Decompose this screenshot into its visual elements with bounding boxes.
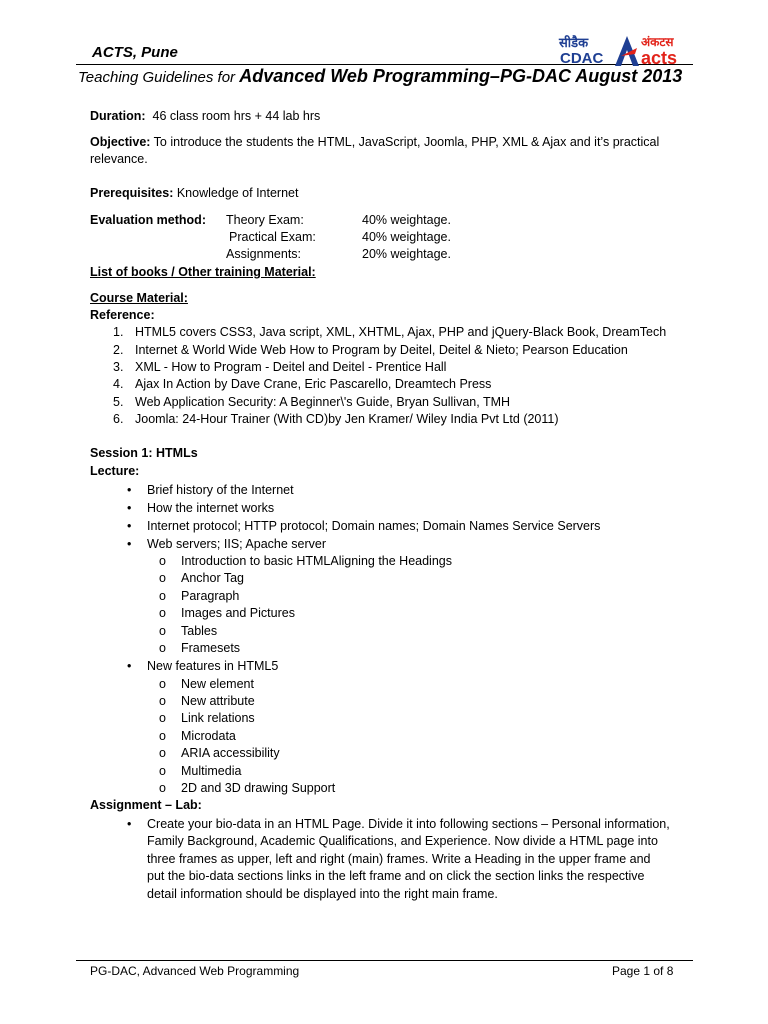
assignment-line: put the bio-data sections links in the left frame and on click the section links the respective <box>147 869 645 883</box>
prerequisites-label: Prerequisites: <box>90 186 174 200</box>
sub-bullet-item: Multimedia <box>181 764 242 778</box>
bullet-glyph: • <box>127 501 132 515</box>
sub-bullet-item: Tables <box>181 624 218 638</box>
prerequisites-value: Knowledge of Internet <box>173 186 299 200</box>
sub-bullet-glyph: o <box>159 781 166 795</box>
books-heading: List of books / Other training Material: <box>90 265 316 279</box>
title-prefix: Teaching Guidelines for <box>78 69 240 86</box>
sub-bullet-glyph: o <box>159 677 166 691</box>
assignment-line: Create your bio-data in an HTML Page. Divide it into following sections – Personal information, <box>147 817 670 831</box>
sub-bullet-glyph: o <box>159 554 166 568</box>
sub-bullet-glyph: o <box>159 694 166 708</box>
bullet-glyph: • <box>127 537 132 551</box>
sub-bullet-glyph: o <box>159 589 166 603</box>
sub-bullet-glyph: o <box>159 641 166 655</box>
logo-text-hindi-acts: अंकटस <box>641 35 674 49</box>
reference-item: Ajax In Action by Dave Crane, Eric Pascarello, Dreamtech Press <box>135 377 492 391</box>
duration-line <box>90 108 690 126</box>
sub-bullet-glyph: o <box>159 746 166 760</box>
evaluation-practical-weight: 40% weightage. <box>362 230 451 244</box>
sub-bullet-item: Anchor Tag <box>181 571 245 585</box>
sub-bullet-item: Images and Pictures <box>181 606 295 620</box>
reference-item: Internet & World Wide Web How to Program by Deitel, Deitel & Nieto; Pearson Education <box>135 343 628 357</box>
sub-bullet-item: ARIA accessibility <box>181 746 280 760</box>
header-org: ACTS, Pune <box>92 44 178 61</box>
objective-text: To introduce the students the HTML, JavaScript, Joomla, PHP, XML & Ajax and it’s practical <box>150 135 660 149</box>
lecture-bullet: How the internet works <box>147 501 275 515</box>
reference-number: 5. <box>113 395 124 409</box>
logo-text-cdac: CDAC <box>560 50 604 67</box>
evaluation-theory-weight: 40% weightage. <box>362 213 451 227</box>
evaluation-assignments-weight: 20% weightage. <box>362 247 451 261</box>
sub-bullet-glyph: o <box>159 764 166 778</box>
assignment-label: Assignment – Lab: <box>90 798 202 812</box>
sub-bullet-item: New attribute <box>181 694 255 708</box>
prerequisites-line <box>90 185 690 203</box>
reference-item: Web Application Security: A Beginner\'s Guide, Bryan Sullivan, TMH <box>135 395 511 409</box>
sub-bullet-glyph: o <box>159 711 166 725</box>
session-title: Session 1: HTMLs <box>90 446 198 460</box>
footer-rule <box>76 960 693 961</box>
reference-number: 4. <box>113 377 124 391</box>
sub-bullet-glyph: o <box>159 606 166 620</box>
evaluation-label: Evaluation method: <box>90 213 206 227</box>
cdac-acts-logo <box>557 30 692 68</box>
sub-bullet-item: Introduction to basic HTMLAligning the Headings <box>181 554 452 568</box>
evaluation-assignments-name: Assignments: <box>226 247 302 261</box>
objective-line-1 <box>90 134 690 152</box>
assignment-line: three frames as upper, left and right (main) frames. Write a Heading in the upper frame and <box>147 852 651 866</box>
sub-bullet-glyph: o <box>159 624 166 638</box>
reference-item: XML - How to Program - Deitel and Deitel - Prentice Hall <box>135 360 447 374</box>
logo-text-acts: acts <box>641 48 678 68</box>
duration-value: 46 class room hrs + 44 lab hrs <box>152 109 321 123</box>
page-number: Page 1 of 8 <box>612 964 674 978</box>
duration-label: Duration: <box>90 109 146 123</box>
logo-text-hindi-cdac: सीडैक <box>559 36 589 51</box>
assignment-line: Family Background, Academic Qualifications, and Experience. Now divide a HTML page into <box>147 834 658 848</box>
lecture-bullet: Brief history of the Internet <box>147 483 294 497</box>
sub-bullet-glyph: o <box>159 571 166 585</box>
lecture-bullet: New features in HTML5 <box>147 659 279 673</box>
lecture-bullet: Internet protocol; HTTP protocol; Domain names; Domain Names Service Servers <box>147 519 601 533</box>
assignment-line: detail information should be displayed into the right main frame. <box>147 887 498 901</box>
reference-number: 6. <box>113 412 124 426</box>
reference-number: 1. <box>113 325 124 339</box>
bullet-glyph: • <box>127 659 132 673</box>
reference-item: Joomla: 24-Hour Trainer (With CD)by Jen Kramer/ Wiley India Pvt Ltd (2011) <box>135 412 559 426</box>
course-material-heading: Course Material: <box>90 291 188 305</box>
lecture-label: Lecture: <box>90 464 140 478</box>
evaluation-practical-name: Practical Exam: <box>229 230 316 244</box>
reference-number: 3. <box>113 360 124 374</box>
objective-label: Objective: <box>90 135 151 149</box>
bullet-glyph: • <box>127 483 132 497</box>
reference-item: HTML5 covers CSS3, Java script, XML, XHTML, Ajax, PHP and jQuery-Black Book, DreamTech <box>135 325 667 339</box>
sub-bullet-item: Paragraph <box>181 589 240 603</box>
sub-bullet-item: Microdata <box>181 729 236 743</box>
sub-bullet-item: Link relations <box>181 711 255 725</box>
sub-bullet-item: 2D and 3D drawing Support <box>181 781 336 795</box>
document-title: Advanced Web Programming–PG-DAC August 2013 <box>239 66 683 86</box>
lecture-bullet: Web servers; IIS; Apache server <box>147 537 327 551</box>
reference-number: 2. <box>113 343 124 357</box>
reference-heading: Reference: <box>90 308 155 322</box>
evaluation-theory-name: Theory Exam: <box>226 213 304 227</box>
bullet-glyph: • <box>127 817 132 831</box>
footer-title: PG-DAC, Advanced Web Programming <box>90 964 300 978</box>
sub-bullet-glyph: o <box>159 729 166 743</box>
sub-bullet-item: New element <box>181 677 254 691</box>
bullet-glyph: • <box>127 519 132 533</box>
document-title-line <box>78 66 682 87</box>
objective-line-2: relevance. <box>90 152 148 166</box>
sub-bullet-item: Framesets <box>181 641 241 655</box>
